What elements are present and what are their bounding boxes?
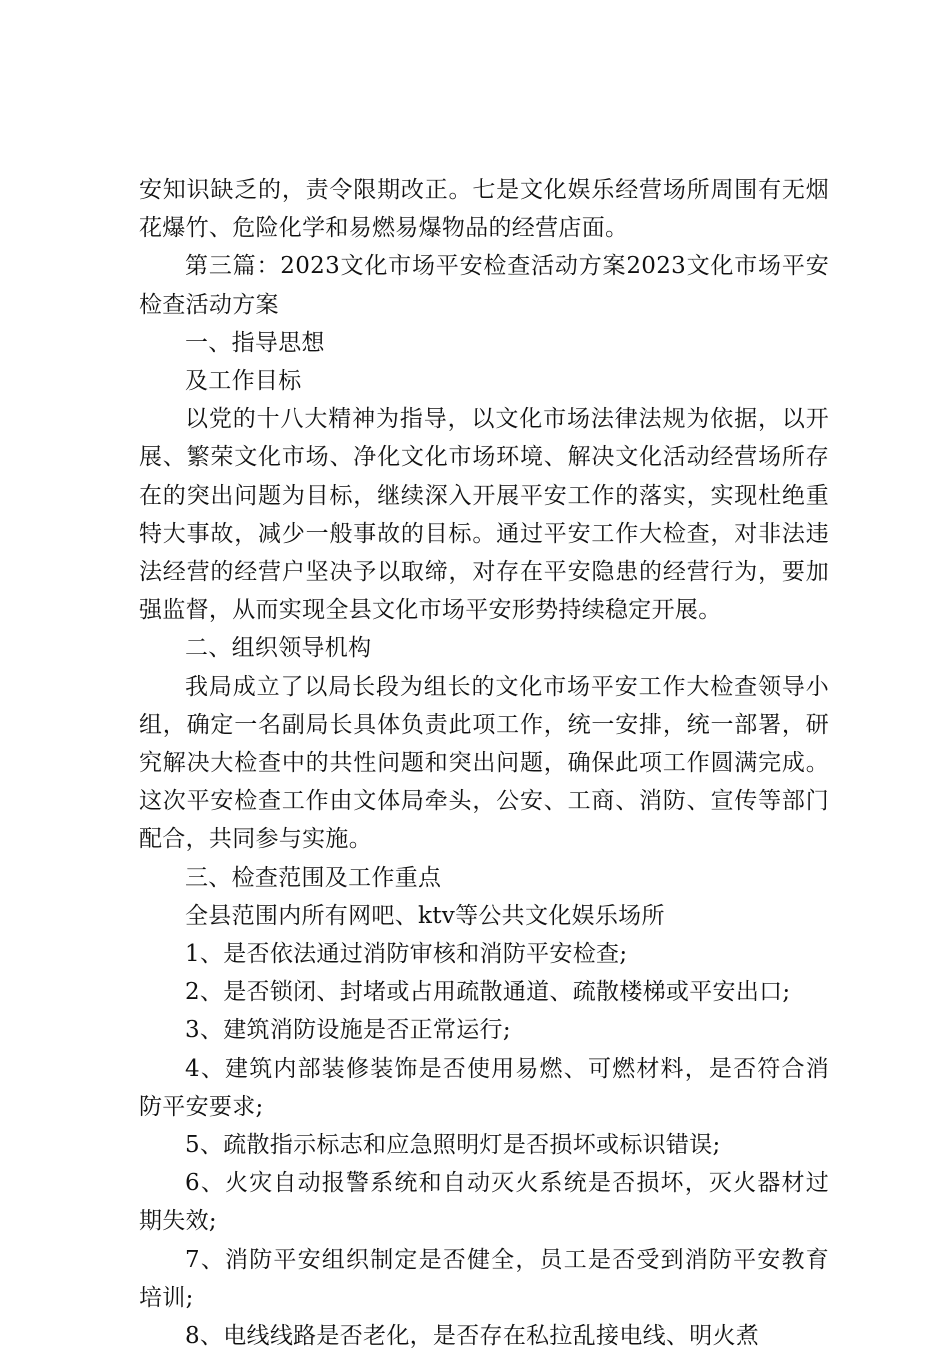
list-item-6: 6、火灾自动报警系统和自动灭火系统是否损坏，灭火器材过期失效;: [139, 1170, 829, 1235]
list-item-8: 8、电线线路是否老化，是否存在私拉乱接电线、明火煮: [185, 1323, 760, 1350]
paragraph-scope: 全县范围内所有网吧、ktv等公共文化娱乐场所: [185, 902, 665, 929]
list-item-4: 4、建筑内部装修装饰是否使用易燃、可燃材料，是否符合消防平安要求;: [139, 1055, 829, 1120]
paragraph-1: 安知识缺乏的，责令限期改正。七是文化娱乐经营场所周围有无烟花爆竹、危险化学和易燃易爆物品的经营店面。: [139, 177, 829, 242]
document-body: [139, 171, 829, 1355]
section-heading-1-cont: 及工作目标: [185, 368, 302, 395]
list-item-3: 3、建筑消防设施是否正常运行;: [185, 1017, 511, 1044]
section-heading-2: 二、组织领导机构: [185, 635, 372, 662]
paragraph-chapter-title: 第三篇：2023文化市场平安检查活动方案2023文化市场平安检查活动方案: [139, 253, 829, 318]
section-heading-1: 一、指导思想: [185, 329, 325, 356]
list-item-7: 7、消防平安组织制定是否健全，员工是否受到消防平安教育培训;: [139, 1246, 829, 1311]
paragraph-organization: 我局成立了以局长段为组长的文化市场平安工作大检查领导小组，确定一名副局长具体负责此项工作，统一安排，统一部署，研究解决大检查中的共性问题和突出问题，确保此项工作圆满完成。这次平安检查工作由文体局牵头，公安、工商、消防、宣传等部门配合，共同参与实施。: [139, 673, 829, 853]
paragraph-guiding-ideology: 以党的十八大精神为指导，以文化市场法律法规为依据，以开展、繁荣文化市场、净化文化市场环境、解决文化活动经营场所存在的突出问题为目标，继续深入开展平安工作的落实，实现杜绝重特大事故，减少一般事故的目标。通过平安工作大检查，对非法违法经营的经营户坚决予以取缔，对存在平安隐患的经营行为，要加强监督，从而实现全县文化市场平安形势持续稳定开展。: [139, 406, 829, 624]
list-item-2: 2、是否锁闭、封堵或占用疏散通道、疏散楼梯或平安出口;: [185, 979, 791, 1006]
list-item-5: 5、疏散指示标志和应急照明灯是否损坏或标识错误;: [185, 1132, 721, 1159]
list-item-1: 1、是否依法通过消防审核和消防平安检查;: [185, 941, 628, 968]
section-heading-3: 三、检查范围及工作重点: [185, 864, 442, 891]
